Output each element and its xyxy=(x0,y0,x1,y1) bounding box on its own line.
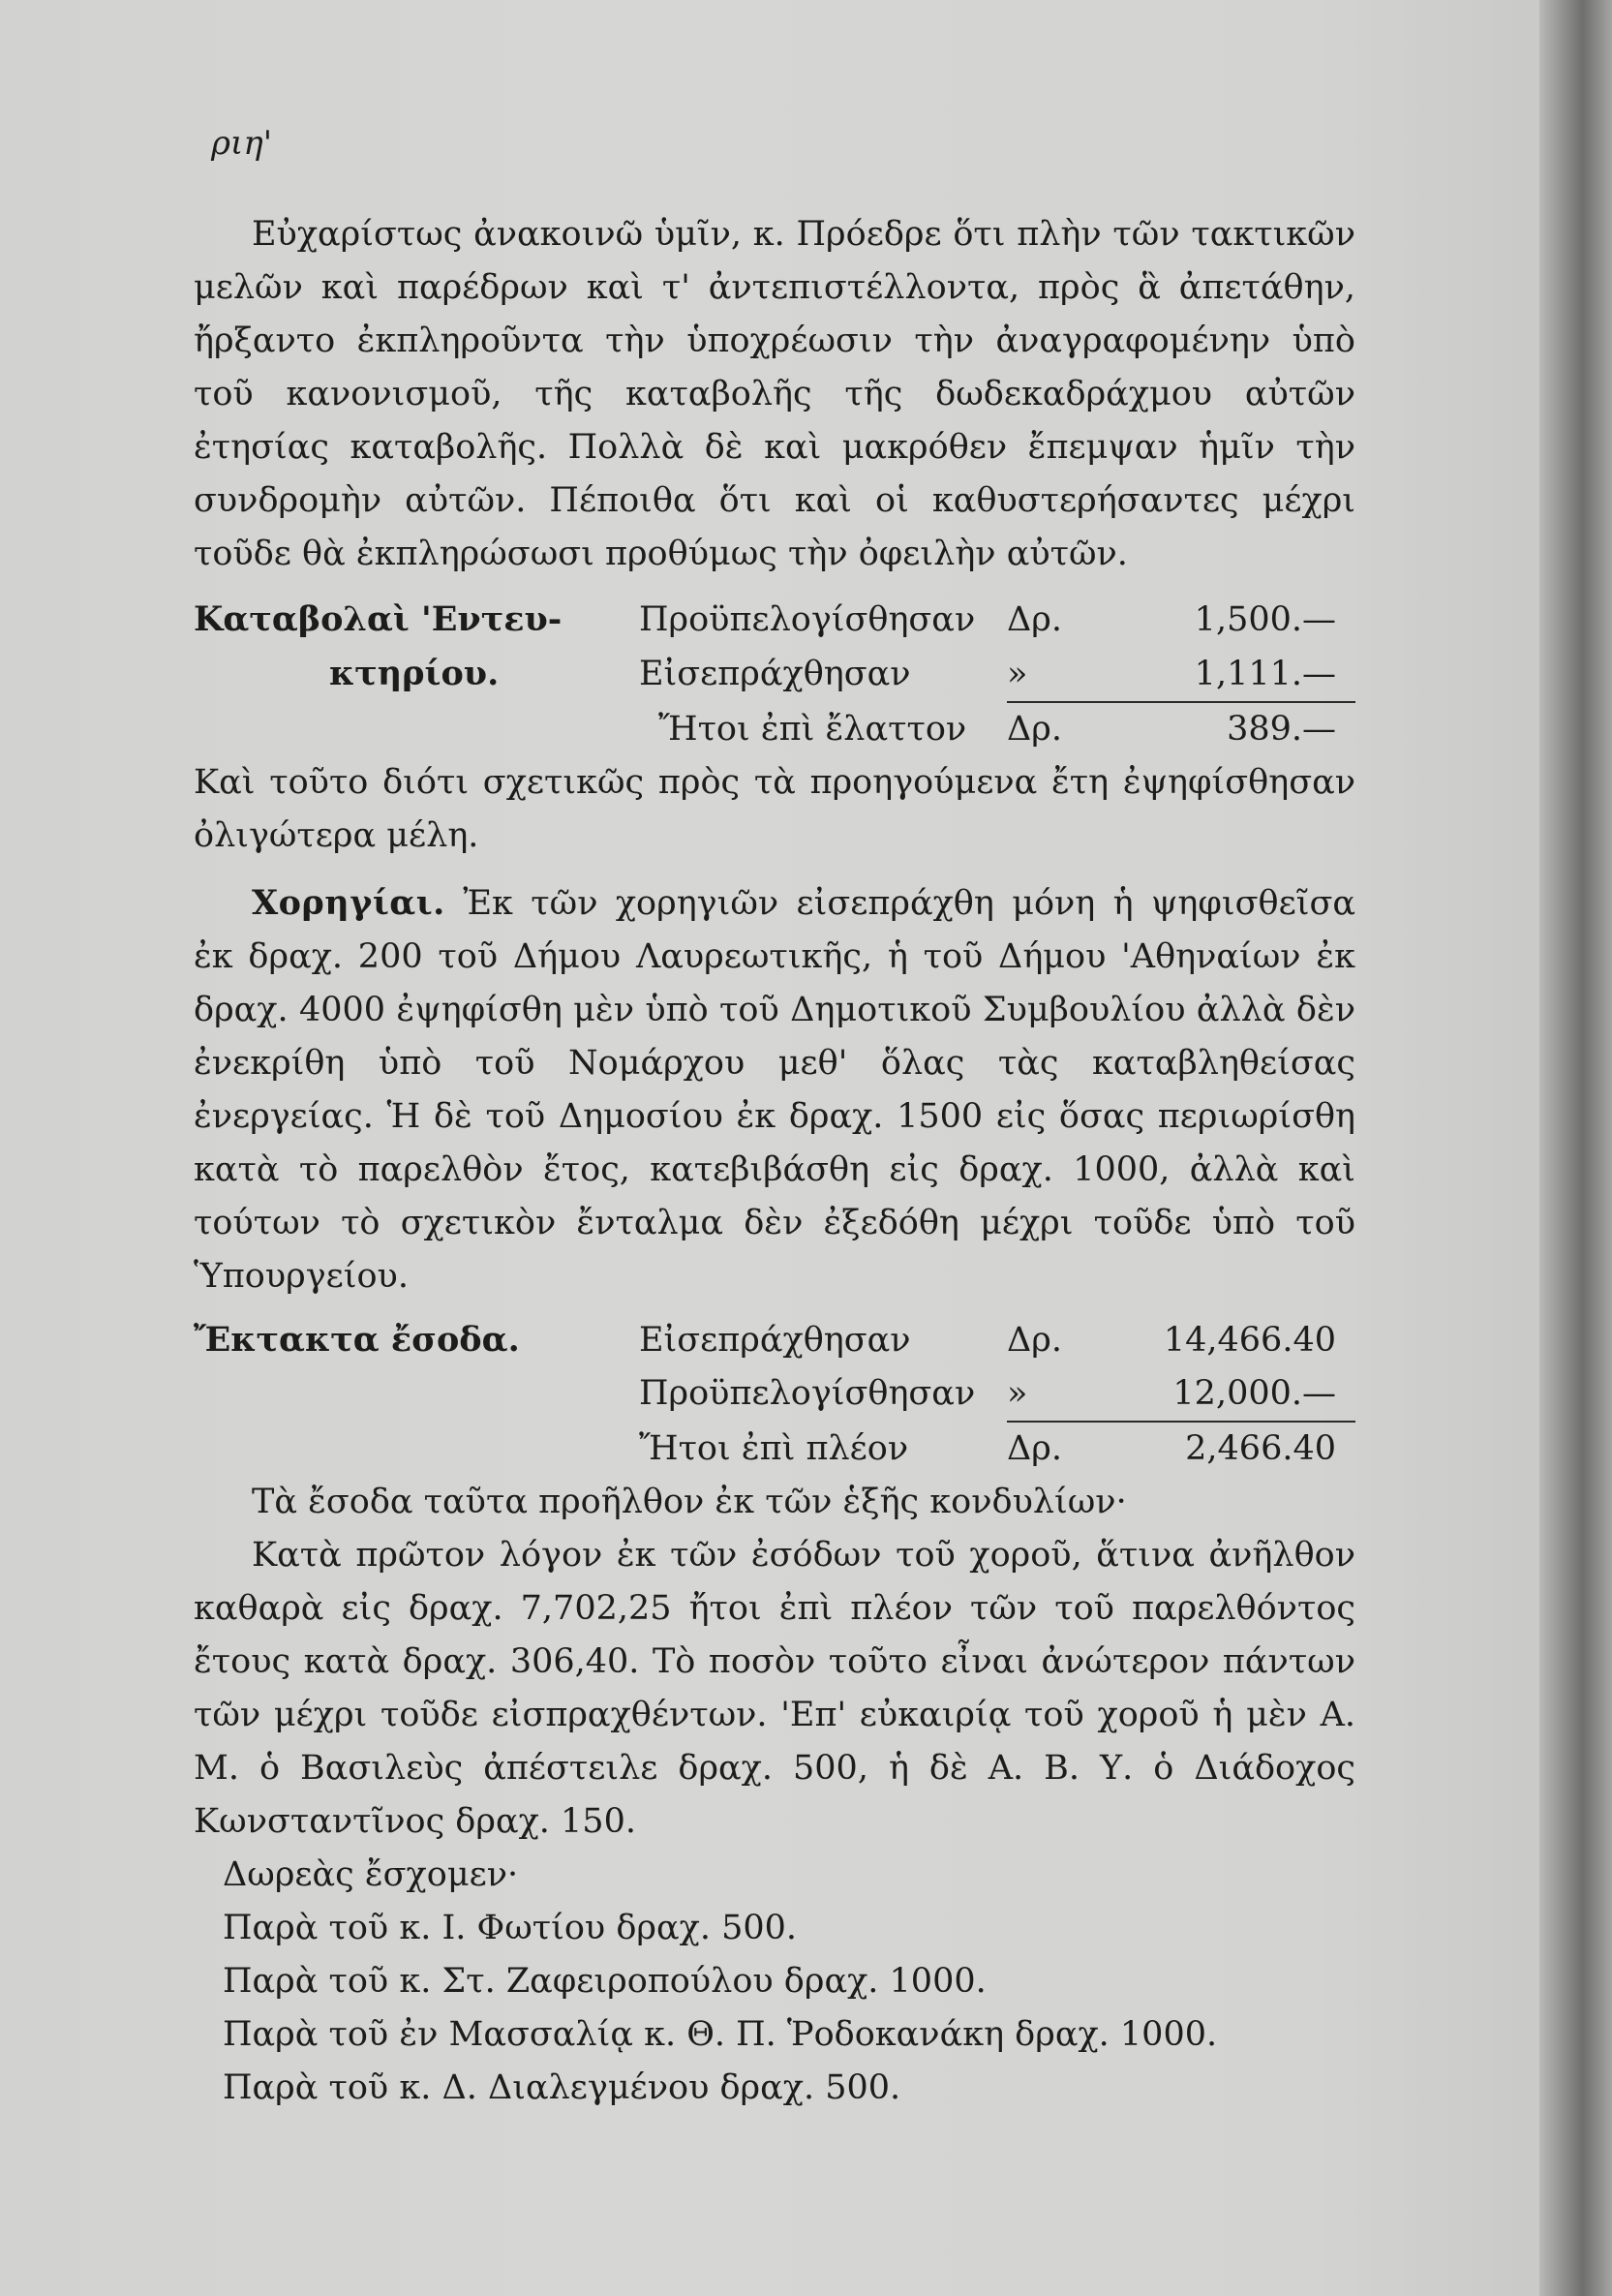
grants-text: Ἐκ τῶν χορηγιῶν εἰσεπράχθη μόνη ἡ ψηφισθεῖσα ἐκ δραχ. 200 τοῦ Δήμου Λαυρεωτικῆς, ἡ τοῦ Δήμου 'Αθηναίων ἐκ δραχ. 4000 ἐψηφίσθη μὲν ὑπὸ τοῦ Δημοτικοῦ Συμβουλίου ἀλλὰ δὲν ἐνεκρίθη ὑπὸ τοῦ Νομάρχου μεθ' ὅλας τὰς καταβληθείσας ἐνεργείας. Ἡ δὲ τοῦ Δημοσίου ἐκ δραχ. 1500 εἰς ὅσας περιωρίσθη κατὰ τὸ παρελθὸν ἔτος, κατεβιβάσθη εἰς δραχ. 1000, ἀλλὰ καὶ τούτων τὸ σχετικὸν ἔνταλμα δὲν ἐξεδόθη μέχρι τοῦδε ὑπὸ τοῦ Ὑπουργείου. xyxy=(194,884,1355,1296)
book-spine-shadow xyxy=(1539,0,1612,2296)
section-note: Καὶ τοῦτο διότι σχετικῶς πρὸς τὰ προηγούμενα ἔτη ἐψηφίσθησαν ὀλιγώτερα μέλη. xyxy=(194,763,1355,855)
row-label: Προϋπελογίσθησαν xyxy=(639,1374,976,1413)
list-item: Παρὰ τοῦ κ. Ι. Φωτίου δραχ. 500. xyxy=(223,1909,798,1947)
row-unit: Δρ. xyxy=(1007,600,1062,639)
section-note: Τὰ ἔσοδα ταῦτα προῆλθον ἐκ τῶν ἑξῆς κονδυλίων· xyxy=(252,1483,1127,1521)
account-extraordinary-income xyxy=(194,1313,1355,1476)
account-entrance-fees xyxy=(194,593,1355,756)
row-label: Εἰσεπράχθησαν xyxy=(639,1321,911,1360)
ball-income-paragraph: Κατὰ πρῶτον λόγον ἐκ τῶν ἐσόδων τοῦ χοροῦ, ἅτινα ἀνῆλθον καθαρὰ εἰς δραχ. 7,702,25 ἤτοι ἐπὶ πλέον τῶν τοῦ παρελθόντος ἔτους κατὰ δραχ. 306,40. Τὸ ποσὸν τοῦτο εἶναι ἀνώτερον πάντων τῶν μέχρι τοῦδε εἰσπραχθέντων. 'Επ' εὐκαιρίᾳ τοῦ χοροῦ ἡ μὲν Α. Μ. ὁ Βασιλεὺς ἀπέστειλε δραχ. 500, ἡ δὲ Α. Β. Υ. ὁ Διάδοχος Κωνσταντῖνος δραχ. 150. xyxy=(194,1536,1355,1841)
section-heading: Χορηγίαι. xyxy=(252,883,445,923)
row-label: Προϋπελογίσθησαν xyxy=(639,600,976,639)
running-head: ριη' xyxy=(211,124,273,163)
section-heading: κτηρίου. xyxy=(329,654,500,693)
row-amount: 389.— xyxy=(1123,701,1355,756)
row-amount: 12,000.— xyxy=(1172,1374,1336,1413)
row-unit: » xyxy=(1007,1374,1028,1413)
row-label: Ἤτοι ἐπὶ πλέον xyxy=(639,1429,909,1468)
row-unit: » xyxy=(1007,655,1028,693)
donations-intro: Δωρεὰς ἔσχομεν· xyxy=(223,1855,519,1894)
row-amount: 1,500.— xyxy=(1194,600,1336,639)
page-body xyxy=(194,208,1355,2115)
row-unit: Δρ. xyxy=(1007,701,1123,756)
list-item: Παρὰ τοῦ κ. Στ. Ζαφειροπούλου δραχ. 1000. xyxy=(223,1962,987,2001)
row-amount: 2,466.40 xyxy=(1123,1421,1355,1476)
list-item: Παρὰ τοῦ ἐν Μασσαλίᾳ κ. Θ. Π. Ῥοδοκανάκη δραχ. 1000. xyxy=(223,2015,1218,2054)
donations-list xyxy=(194,1849,1355,2115)
row-amount: 14,466.40 xyxy=(1163,1321,1336,1360)
intro-paragraph: Εὐχαρίστως ἀνακοινῶ ὑμῖν, κ. Πρόεδρε ὅτι πλὴν τῶν τακτικῶν μελῶν καὶ παρέδρων καὶ τ' ἀντεπιστέλλοντα, πρὸς ἃ ἀπετάθην, ἤρξαντο ἐκπληροῦντα τὴν ὑποχρέωσιν τὴν ἀναγραφομένην ὑπὸ τοῦ κανονισμοῦ, τῆς καταβολῆς τῆς δωδεκαδράχμου αὐτῶν ἐτησίας καταβολῆς. Πολλὰ δὲ καὶ μακρόθεν ἔπεμψαν ἡμῖν τὴν συνδρομὴν αὐτῶν. Πέποιθα ὅτι καὶ οἱ καθυστερήσαντες μέχρι τοῦδε θὰ ἐκπληρώσωσι προθύμως τὴν ὀφειλὴν αὐτῶν. xyxy=(194,215,1355,573)
section-heading: Ἔκτακτα ἔσοδα. xyxy=(194,1320,520,1360)
row-unit: Δρ. xyxy=(1007,1421,1123,1476)
row-label: Ἤτοι ἐπὶ ἔλαττον xyxy=(658,710,967,749)
grants-paragraph xyxy=(194,876,1355,1303)
section-heading: Καταβολαὶ 'Εντευ- xyxy=(194,599,563,639)
row-label: Εἰσεπράχθησαν xyxy=(639,655,911,693)
row-unit: Δρ. xyxy=(1007,1321,1062,1360)
row-amount: 1,111.— xyxy=(1194,655,1336,693)
list-item: Παρὰ τοῦ κ. Δ. Διαλεγμένου δραχ. 500. xyxy=(223,2068,901,2107)
